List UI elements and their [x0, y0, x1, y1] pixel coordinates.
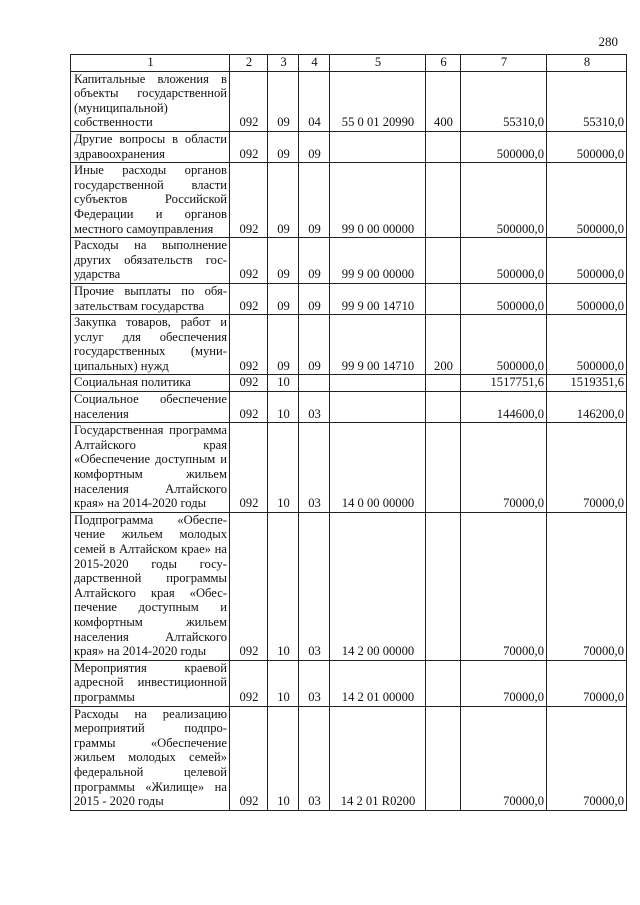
row-section: 09	[268, 131, 299, 162]
row-section: 10	[268, 512, 299, 660]
row-section: 10	[268, 375, 299, 392]
table-row	[71, 315, 627, 375]
row-target-item: 14 2 01 R0200	[330, 706, 426, 810]
row-section: 09	[268, 71, 299, 131]
row-expense-type	[426, 423, 461, 513]
row-name: Капитальные вложения в объекты государственной (муниципальной) собственности	[71, 71, 230, 131]
table-row	[71, 375, 627, 392]
row-ministry-code: 092	[230, 423, 268, 513]
row-section: 09	[268, 315, 299, 375]
table-row	[71, 238, 627, 284]
row-ministry-code: 092	[230, 660, 268, 706]
column-header-8: 8	[547, 55, 627, 72]
table-row	[71, 163, 627, 238]
row-amount-2017: 146200,0	[547, 392, 627, 423]
row-amount-2016: 1517751,6	[461, 375, 547, 392]
page-number: 280	[598, 34, 618, 49]
table-row	[71, 392, 627, 423]
row-subsection: 03	[299, 423, 330, 513]
row-ministry-code: 092	[230, 706, 268, 810]
row-target-item	[330, 392, 426, 423]
column-header-3: 3	[268, 55, 299, 72]
table-row	[71, 283, 627, 314]
row-subsection: 03	[299, 392, 330, 423]
row-subsection: 04	[299, 71, 330, 131]
row-name: Расходы на выполнение других обязательств государства	[71, 238, 230, 284]
row-amount-2017: 70000,0	[547, 423, 627, 513]
row-amount-2016: 70000,0	[461, 706, 547, 810]
row-section: 10	[268, 706, 299, 810]
row-target-item: 99 9 00 00000	[330, 238, 426, 284]
budget-table	[70, 54, 627, 811]
column-header-4: 4	[299, 55, 330, 72]
row-subsection: 09	[299, 283, 330, 314]
row-ministry-code: 092	[230, 283, 268, 314]
row-amount-2016: 500000,0	[461, 238, 547, 284]
row-target-item: 55 0 01 20990	[330, 71, 426, 131]
row-name: Закупка товаров, работ и услуг для обеспечения государственных (муниципальных) нужд	[71, 315, 230, 375]
row-target-item: 14 2 01 00000	[330, 660, 426, 706]
row-subsection: 09	[299, 163, 330, 238]
row-section: 10	[268, 660, 299, 706]
row-expense-type	[426, 283, 461, 314]
table-row	[71, 71, 627, 131]
row-target-item	[330, 375, 426, 392]
row-subsection: 03	[299, 512, 330, 660]
column-header-1: 1	[71, 55, 230, 72]
row-amount-2016: 500000,0	[461, 315, 547, 375]
row-ministry-code: 092	[230, 131, 268, 162]
row-name: Прочие выплаты по обязательствам государства	[71, 283, 230, 314]
row-name: Иные расходы органов государственной власти субъектов Российской Федерации и органов местного самоуправления	[71, 163, 230, 238]
row-subsection	[299, 375, 330, 392]
row-expense-type	[426, 238, 461, 284]
row-amount-2016: 70000,0	[461, 512, 547, 660]
header-row	[71, 55, 627, 72]
row-subsection: 09	[299, 238, 330, 284]
row-target-item: 99 0 00 00000	[330, 163, 426, 238]
row-expense-type	[426, 392, 461, 423]
row-amount-2017: 500000,0	[547, 283, 627, 314]
row-section: 10	[268, 423, 299, 513]
row-ministry-code: 092	[230, 392, 268, 423]
column-header-2: 2	[230, 55, 268, 72]
row-target-item: 99 9 00 14710	[330, 315, 426, 375]
row-ministry-code: 092	[230, 512, 268, 660]
column-header-6: 6	[426, 55, 461, 72]
row-amount-2016: 70000,0	[461, 660, 547, 706]
row-expense-type	[426, 706, 461, 810]
row-amount-2016: 500000,0	[461, 131, 547, 162]
row-expense-type	[426, 163, 461, 238]
table-row	[71, 131, 627, 162]
row-amount-2016: 500000,0	[461, 283, 547, 314]
row-name: Социальное обеспечение населения	[71, 392, 230, 423]
row-target-item: 99 9 00 14710	[330, 283, 426, 314]
row-amount-2017: 500000,0	[547, 238, 627, 284]
row-amount-2017: 500000,0	[547, 163, 627, 238]
row-amount-2017: 1519351,6	[547, 375, 627, 392]
row-target-item: 14 0 00 00000	[330, 423, 426, 513]
row-ministry-code: 092	[230, 315, 268, 375]
row-amount-2016: 70000,0	[461, 423, 547, 513]
row-ministry-code: 092	[230, 238, 268, 284]
row-amount-2017: 70000,0	[547, 660, 627, 706]
row-amount-2016: 500000,0	[461, 163, 547, 238]
table-row	[71, 423, 627, 513]
row-expense-type: 400	[426, 71, 461, 131]
row-name: Социальная политика	[71, 375, 230, 392]
row-amount-2017: 70000,0	[547, 512, 627, 660]
row-subsection: 09	[299, 131, 330, 162]
row-section: 09	[268, 283, 299, 314]
row-amount-2016: 55310,0	[461, 71, 547, 131]
row-expense-type: 200	[426, 315, 461, 375]
row-amount-2017: 500000,0	[547, 315, 627, 375]
row-section: 09	[268, 238, 299, 284]
row-expense-type	[426, 375, 461, 392]
row-subsection: 03	[299, 660, 330, 706]
row-amount-2017: 500000,0	[547, 131, 627, 162]
row-amount-2017: 55310,0	[547, 71, 627, 131]
row-expense-type	[426, 660, 461, 706]
row-target-item: 14 2 00 00000	[330, 512, 426, 660]
row-name: Подпрограмма «Обеспечение жильем молодых семей в Алтайском крае» на 2015-2020 годы государственной программы Алтайского края «Обеспечение доступным и комфортным жильем населения Алтайского края» на 2014-2020 годы	[71, 512, 230, 660]
column-header-7: 7	[461, 55, 547, 72]
row-section: 10	[268, 392, 299, 423]
table-row	[71, 512, 627, 660]
column-header-5: 5	[330, 55, 426, 72]
row-name: Расходы на реализацию мероприятий подпрограммы «Обеспечение жильем молодых семей» федеральной целевой программы «Жилище» на 2015 - 2020 годы	[71, 706, 230, 810]
row-section: 09	[268, 163, 299, 238]
row-amount-2017: 70000,0	[547, 706, 627, 810]
row-ministry-code: 092	[230, 163, 268, 238]
row-expense-type	[426, 512, 461, 660]
row-name: Государственная программа Алтайского края «Обеспечение доступным и комфортным жильем населения Алтайского края» на 2014-2020 годы	[71, 423, 230, 513]
row-expense-type	[426, 131, 461, 162]
row-ministry-code: 092	[230, 375, 268, 392]
table-row	[71, 660, 627, 706]
row-ministry-code: 092	[230, 71, 268, 131]
row-name: Другие вопросы в области здравоохранения	[71, 131, 230, 162]
row-target-item	[330, 131, 426, 162]
row-subsection: 09	[299, 315, 330, 375]
table-row	[71, 706, 627, 810]
row-name: Мероприятия краевой адресной инвестиционной программы	[71, 660, 230, 706]
row-subsection: 03	[299, 706, 330, 810]
row-amount-2016: 144600,0	[461, 392, 547, 423]
